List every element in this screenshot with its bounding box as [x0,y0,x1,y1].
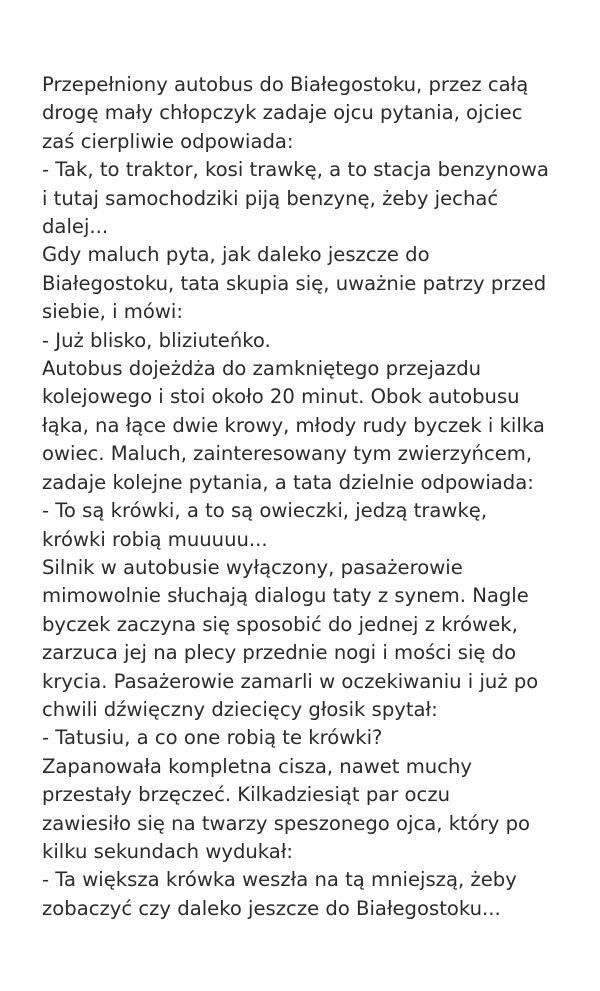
story-line: drogę mały chłopczyk zadaje ojcu pytania, ojciec [42,101,523,125]
story-line: - To są krówki, a to są owieczki, jedzą trawkę, [42,499,488,523]
story-line: owiec. Maluch, zainteresowany tym zwierzyńcem, [42,442,533,466]
story-line: - Już blisko, bliziuteńko. [42,328,271,352]
story-line: przestały brzęczeć. Kilkadziesiąt par oczu [42,783,451,807]
story-line: kolejowego i stoi około 20 minut. Obok autobusu [42,385,520,409]
story-line: - Tatusiu, a co one robią te krówki? [42,726,383,750]
story-line: Białegostoku, tata skupia się, uważnie patrzy przed [42,271,547,295]
story-line: zaś cierpliwie odpowiada: [42,129,294,153]
story-line: krówki robią muuuuu... [42,527,268,551]
story-line: zawiesiło się na twarzy speszonego ojca, który po [42,811,531,835]
story-line: krycia. Pasażerowie zamarli w oczekiwaniu i już po [42,669,539,693]
story-line: Gdy maluch pyta, jak daleko jeszcze do [42,243,430,267]
story-line: Silnik w autobusie wyłączony, pasażerowie [42,555,463,579]
story-line: Przepełniony autobus do Białegostoku, przez całą [42,73,529,96]
story-line: byczek zaczyna się sposobić do jednej z krówek, [42,612,518,636]
story-line: Autobus dojeżdża do zamkniętego przejazdu [42,357,482,381]
story-line: mimowolnie słuchają dialogu taty z synem. Nagle [42,584,529,608]
story-line: zobaczyć czy daleko jeszcze do Białegostoku... [42,896,501,920]
story-line: dalej... [42,215,109,239]
story-line: Zapanowała kompletna cisza, nawet muchy [42,754,472,778]
story-line: siebie, i mówi: [42,300,183,324]
story-line: łąka, na łące dwie krowy, młody rudy byczek i kilka [42,413,545,437]
story-line: - Tak, to traktor, kosi trawkę, a to stacja benzynowa [42,158,549,182]
story-line: - Ta większa krówka weszła na tą mniejszą, żeby [42,868,517,892]
story-line: i tutaj samochodziki piją benzynę, żeby jechać [42,186,499,210]
story-line: chwili dźwięczny dziecięcy głosik spytał: [42,697,438,721]
story-line: kilku sekundach wydukał: [42,839,293,863]
story-line: zarzuca jej na plecy przednie nogi i mości się do [42,641,517,665]
story-line: zadaje kolejne pytania, a tata dzielnie odpowiada: [42,470,534,494]
story-text [42,71,592,923]
